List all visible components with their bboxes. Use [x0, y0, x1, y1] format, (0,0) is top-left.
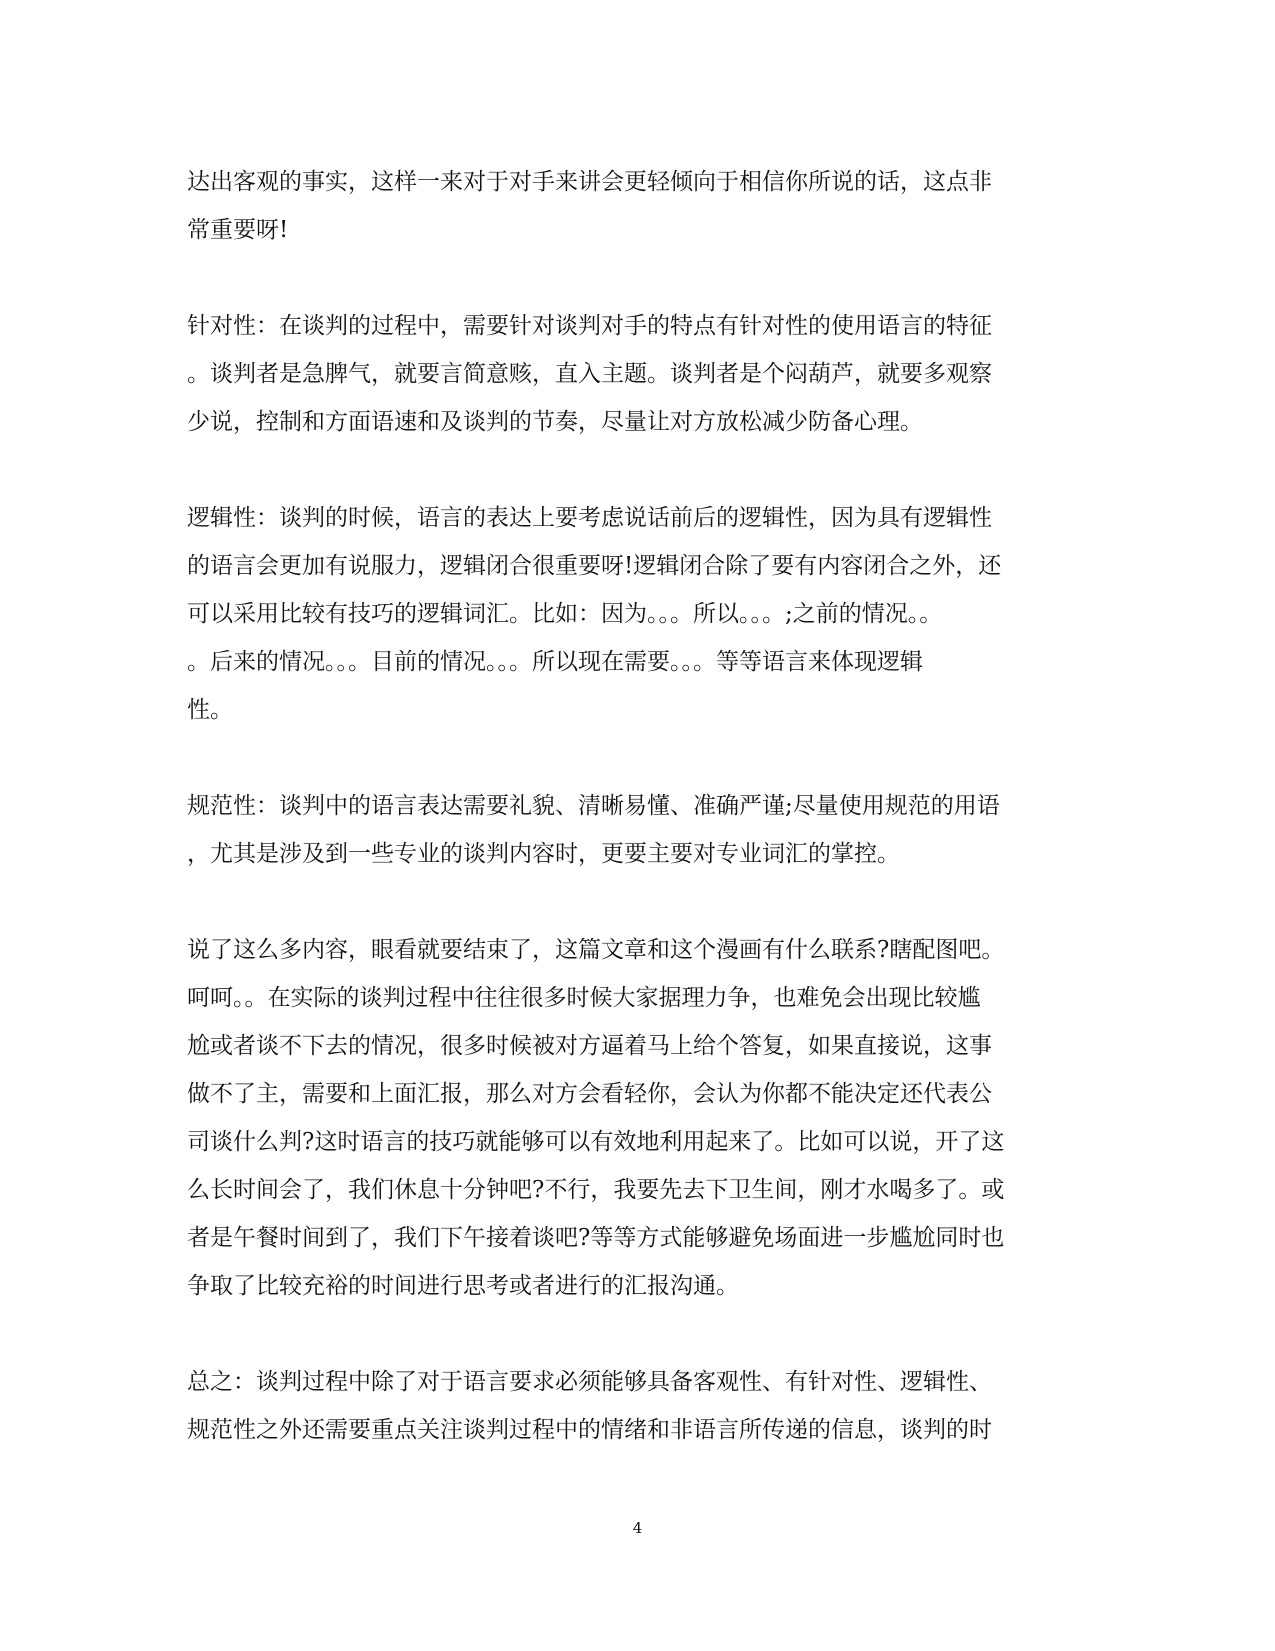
text-line: 达出客观的事实，这样一来对于对手来讲会更轻倾向于相信你所说的话，这点非 — [187, 169, 992, 195]
paragraph-logic — [187, 494, 1087, 734]
text-line: 尬或者谈不下去的情况，很多时候被对方逼着马上给个答复，如果直接说，这事 — [187, 1033, 992, 1059]
paragraph-objectivity-continued — [187, 158, 1087, 254]
text-line: 者是午餐时间到了，我们下午接着谈吧?等等方式能够避免场面进一步尴尬同时也 — [187, 1225, 1005, 1251]
text-line: 争取了比较充裕的时间进行思考或者进行的汇报沟通。 — [187, 1273, 739, 1299]
text-line: 性。 — [187, 697, 233, 723]
text-line: 逻辑性：谈判的时候，语言的表达上要考虑说话前后的逻辑性，因为具有逻辑性 — [187, 505, 992, 531]
text-line: 规范性：谈判中的语言表达需要礼貌、清晰易懂、准确严谨;尽量使用规范的用语 — [187, 793, 1000, 819]
page-number: 4 — [632, 1519, 643, 1537]
text-line: 说了这么多内容，眼看就要结束了，这篇文章和这个漫画有什么联系?瞎配图吧。 — [187, 937, 1005, 963]
text-line: 少说，控制和方面语速和及谈判的节奏，尽量让对方放松减少防备心理。 — [187, 409, 923, 435]
text-line: 。谈判者是急脾气，就要言简意赅，直入主题。谈判者是个闷葫芦，就要多观察 — [187, 361, 992, 387]
paragraph-pertinence — [187, 302, 1087, 446]
text-line: 呵呵。。在实际的谈判过程中往往很多时候大家据理力争，也难免会出现比较尴 — [187, 985, 981, 1011]
paragraph-comic-explanation — [187, 926, 1087, 1310]
text-line: 么长时间会了，我们休息十分钟吧?不行，我要先去下卫生间，刚才水喝多了。或 — [187, 1177, 1005, 1203]
text-line: 司谈什么判?这时语言的技巧就能够可以有效地利用起来了。比如可以说，开了这 — [187, 1129, 1005, 1155]
text-line: ，尤其是涉及到一些专业的谈判内容时，更要主要对专业词汇的掌控。 — [187, 841, 900, 867]
text-line: 。后来的情况。。。目前的情况。。。所以现在需要。。。等等语言来体现逻辑 — [187, 649, 923, 675]
paragraph-conclusion — [187, 1358, 1087, 1454]
paragraph-standardization — [187, 782, 1087, 878]
text-line: 常重要呀! — [187, 217, 289, 243]
text-line: 可以采用比较有技巧的逻辑词汇。比如：因为。。。所以。。。;之前的情况。。 — [187, 601, 943, 627]
text-line: 做不了主，需要和上面汇报，那么对方会看轻你，会认为你都不能决定还代表公 — [187, 1081, 992, 1107]
text-line: 规范性之外还需要重点关注谈判过程中的情绪和非语言所传递的信息，谈判的时 — [187, 1417, 992, 1443]
body-text — [187, 158, 1087, 1502]
text-line: 总之：谈判过程中除了对于语言要求必须能够具备客观性、有针对性、逻辑性、 — [187, 1369, 992, 1395]
text-line: 针对性：在谈判的过程中，需要针对谈判对手的特点有针对性的使用语言的特征 — [187, 313, 992, 339]
text-line: 的语言会更加有说服力，逻辑闭合很重要呀!逻辑闭合除了要有内容闭合之外，还 — [187, 553, 1002, 579]
